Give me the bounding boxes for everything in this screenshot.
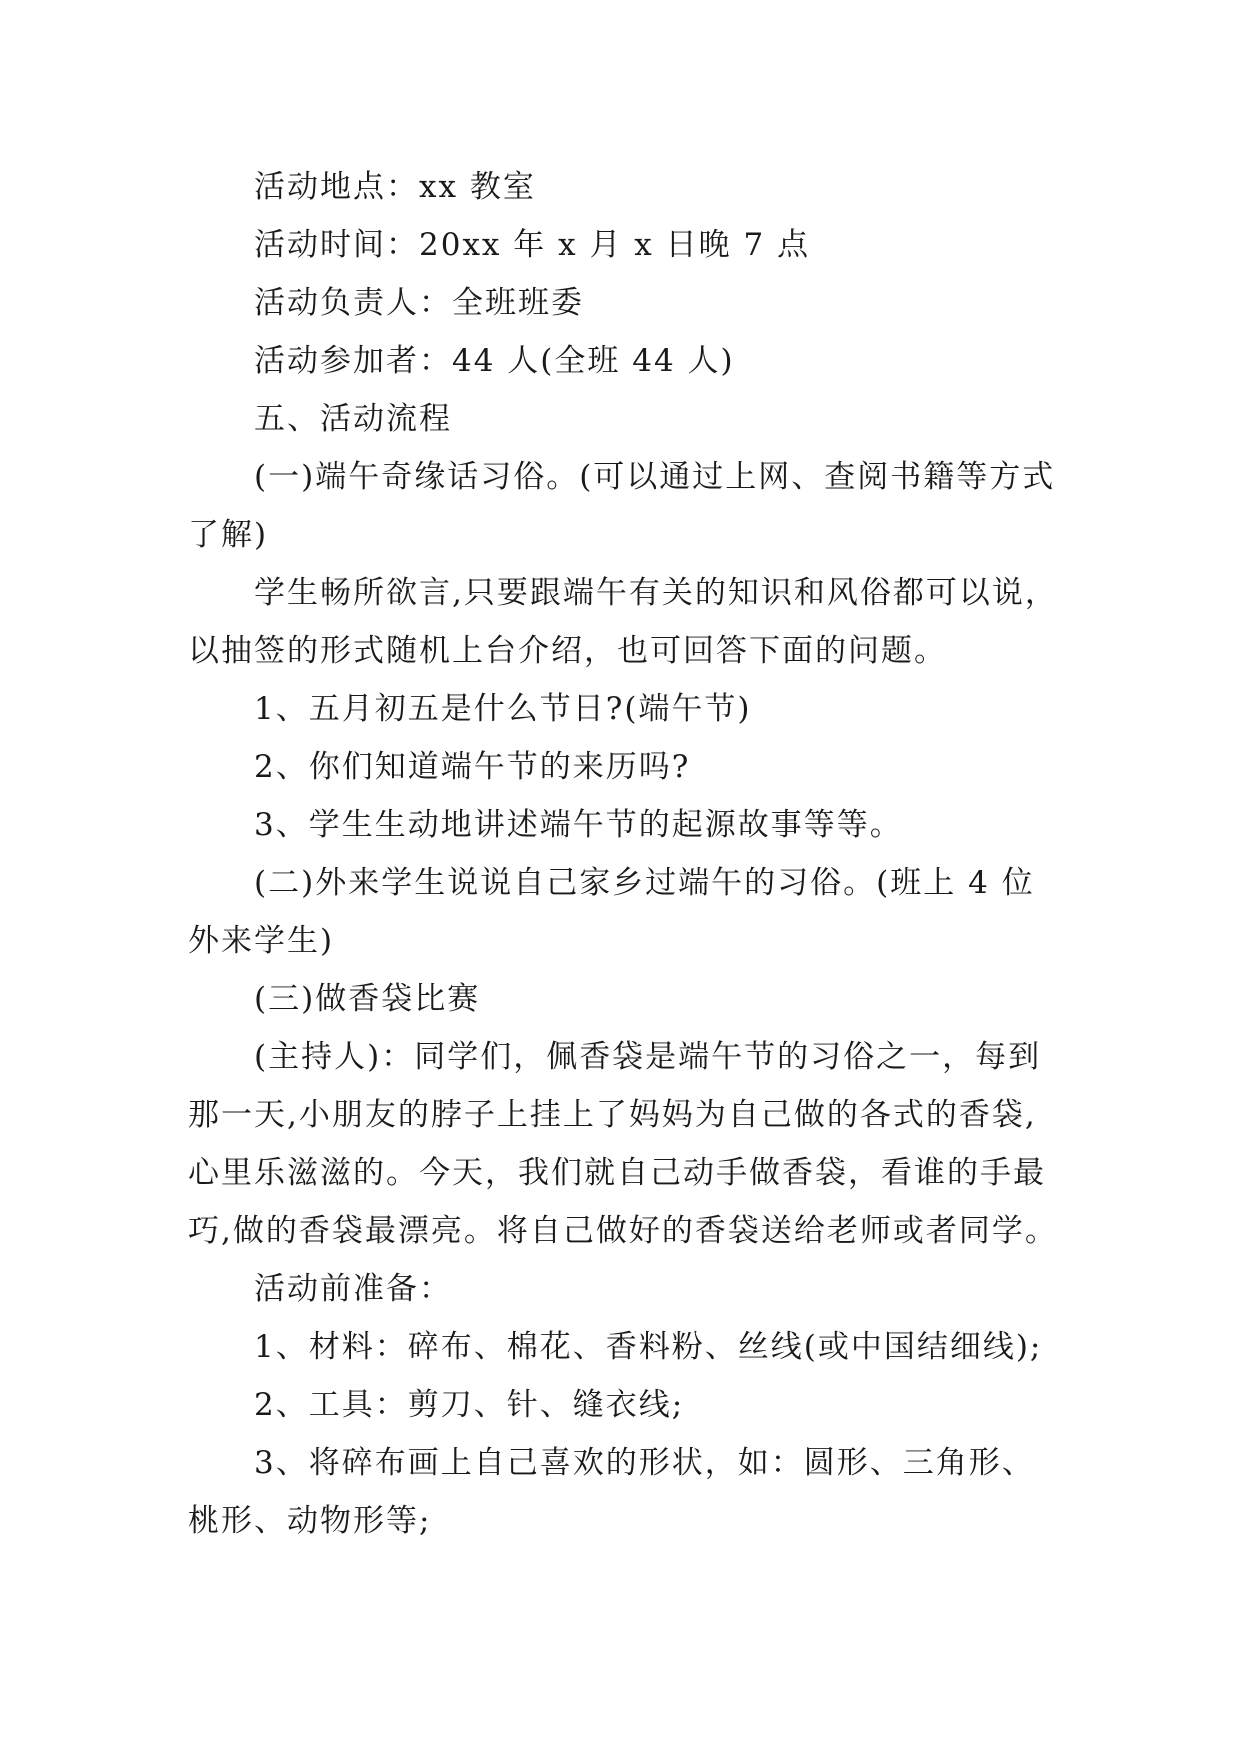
paragraph-time: 活动时间：20xx 年 x 月 x 日晚 7 点 bbox=[254, 227, 811, 263]
list-item-shapes: 3、将碎布画上自己喜欢的形状，如：圆形、三角形、桃形、动物形等; bbox=[188, 1445, 1035, 1539]
paragraph-participants: 活动参加者：44 人(全班 44 人) bbox=[254, 343, 735, 379]
paragraph-location: 活动地点：xx 教室 bbox=[254, 169, 536, 205]
document-body bbox=[188, 158, 1058, 1550]
list-item-question-2: 2、你们知道端午节的来历吗? bbox=[254, 749, 691, 785]
paragraph-organizer: 活动负责人：全班班委 bbox=[254, 285, 584, 321]
paragraph-step-three: (三)做香袋比赛 bbox=[254, 981, 481, 1017]
paragraph-step-two: (二)外来学生说说自己家乡过端午的习俗。(班上 4 位外来学生) bbox=[188, 865, 1035, 959]
paragraph-host-speech: (主持人)：同学们，佩香袋是端午节的习俗之一，每到那一天,小朋友的脖子上挂上了妈妈为自己做的各式的香袋,心里乐滋滋的。今天，我们就自己动手做香袋，看谁的手最巧,做的香袋最漂亮。将自己做好的香袋送给老师或者同学。 bbox=[188, 1039, 1058, 1249]
list-item-question-3: 3、学生生动地讲述端午节的起源故事等等。 bbox=[254, 807, 903, 843]
paragraph-preparation: 活动前准备： bbox=[254, 1271, 452, 1307]
paragraph-step-one-detail: 学生畅所欲言,只要跟端午有关的知识和风俗都可以说，以抽签的形式随机上台介绍，也可回答下面的问题。 bbox=[188, 575, 1058, 669]
section-heading-process: 五、活动流程 bbox=[254, 401, 452, 437]
list-item-materials: 1、材料：碎布、棉花、香料粉、丝线(或中国结细线); bbox=[254, 1329, 1043, 1365]
list-item-question-1: 1、五月初五是什么节日?(端午节) bbox=[254, 691, 752, 727]
list-item-tools: 2、工具：剪刀、针、缝衣线; bbox=[254, 1387, 685, 1423]
paragraph-step-one: (一)端午奇缘话习俗。(可以通过上网、查阅书籍等方式了解) bbox=[188, 459, 1056, 553]
